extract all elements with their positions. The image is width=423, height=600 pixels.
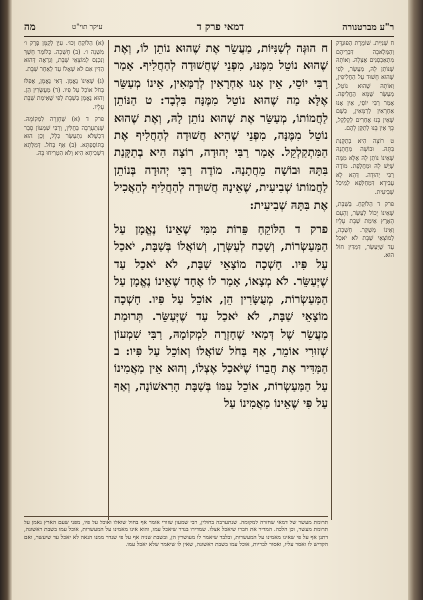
commentary-title: עיקר תוי"ט xyxy=(72,23,103,31)
book-page xyxy=(12,0,408,600)
column-divider xyxy=(108,40,109,520)
mishnah-text xyxy=(114,40,328,520)
commentary-paragraph: (א) הַלּוֹקֵחַ וְכוּ׳. עִיֵּן לְקַמָּן פֶּרֶק ו׳ מִשְׁנָה ו׳. (ב) חָשְׁכָה. כְּלוֹמַר חָשַׁךְ וְנִכְנַס לְמוֹצָאֵי שַׁבָּת, וְנִרְאֶה דְּהוּא הַדִּין אִם לֹא שְׁאָלוֹ עַד לְאַחַר שַׁבָּת. xyxy=(24,40,104,73)
mishnah-paragraph: ח הוּגְּה לְשַׁנִּיּוֹת, מַעֲשֵׂר אֶת שֶׁהוּא נוֹתֵן לוֹ, וְאֶת שֶׁהוּא נוֹטֵל מִמֶּנּוּ, מִפְּנֵי שֶׁחֲשׁוּדָה לְהַחֲלִיף. אָמַר רַבִּי יוֹסֵי, אֵין אָנוּ אַחְרָאִין לְרַמָּאִין, אֵינוֹ מְעַשֵּׂר אֶלָּא מַה שֶׁהוּא נוֹטֵל מִמֶּנָּה בִּלְבָד: ט הַנּוֹתֵן לַחֲמוֹתוֹ, מְעַשֵּׂר אֶת שֶׁהוּא נוֹתֵן לָהּ, וְאֶת שֶׁהוּא נוֹטֵל מִמֶּנָּה, מִפְּנֵי שֶׁהִיא חֲשׁוּדָה לְהַחֲלִיף אֶת הַמִּתְקַלְקֵל. אָמַר רַבִּי יְהוּדָה, רוֹצָה הִיא בְתַקָּנַת בִּתָּהּ וּבוֹשָׁה מֵחֲתָנָהּ. מוֹדֶה רַבִּי יְהוּדָה בְּנוֹתֵן לַחֲמוֹתוֹ שְׁבִיעִית, שֶׁאֵינָהּ חֲשׁוּדָה לְהַחֲלִיף לְהַאֲכִיל אֶת בִּתָּהּ שְׁבִיעִית: xyxy=(114,41,328,212)
mishnah-paragraph: פרק ד הַלּוֹקֵחַ פֵּרוֹת מִמִּי שֶׁאֵינוֹ נֶאֱמָן עַל הַמַּעַשְׂרוֹת, וְשָׁכַח לְעַשְּׂרָן, וְשׁוֹאֲלוֹ בְּשַׁבָּת, יֹאכַל עַל פִּיו. חָשְׁכָה מוֹצָאֵי שַׁבָּת, לֹא יֹאכַל עַד שֶׁיְּעַשֵּׂר. לֹא מְצָאוֹ, אָמַר לוֹ אֶחָד שֶׁאֵינוֹ נֶאֱמָן עַל הַמַּעַשְׂרוֹת, מְעֻשָּׂרִין הֵן, אוֹכֵל עַל פִּיו. חָשְׁכָה מוֹצָאֵי שַׁבָּת, לֹא יֹאכַל עַד שֶׁיְּעַשֵּׂר. תְּרוּמַת מַעֲשֵׂר שֶׁל דְּמַאי שֶׁחָזְרָה לִמְקוֹמָהּ, רַבִּי שִׁמְעוֹן שְׁזוּרִי אוֹמֵר, אַף בַּחֹל שׁוֹאֲלוֹ וְאוֹכֵל עַל פִּיו: ב הַמַּדִּיר אֶת חֲבֵרוֹ שֶׁיֹּאכַל אֶצְלוֹ, וְהוּא אֵין מַאֲמִינוֹ עַל הַמַּעַשְׂרוֹת, אוֹכֵל עִמּוֹ בְּשַׁבָּת הָרִאשׁוֹנָה, וְאַף עַל פִּי שֶׁאֵינוֹ מַאֲמִינוֹ עַל xyxy=(114,222,328,411)
chapter-heading: דמאי פרק ד xyxy=(196,22,244,33)
footer-commentary: תרומת מעשר של דמאי שחזרה למקומה. שנתערבה בחולין, רבי שמעון שזורי אומר אף בחול שואלו ואוכל על פיו, מפני שעם הארץ נאמן על תרומת מעשר, וכן הלכה. המדיר את חברו שיאכל אצלו. שמדירו בנדר שיאכל עמו, והוא אינו מאמינו על המעשרות, אוכל עמו בשבת ראשונה, דתנן אף על פי שאינו מאמינו על המעשרות, ובלבד שיאמר לו מעושרין הן, ובשבת שניה אף על פי שנדר ממנו הנאה לא יאכל עד שיעשר, ואם הקדיש לו ואסר עליו, ואסור לבריות, אוכל עמו בשבת ראשונה, שאין לו שיאמר שלא יאכל עמו. xyxy=(24,520,328,549)
running-head xyxy=(24,22,394,36)
right-commentary-column xyxy=(336,40,394,560)
footer-divider xyxy=(24,516,328,517)
commentary-paragraph: ט רוֹצָה הִיא בְתַקָּנַת בִּתָּהּ. וּבוֹשָׁה מֵחֲתָנָהּ שֶׁאֵינוֹ נוֹתֵן לָהּ אֶלָּא מִמֶּה שֶׁיֵּשׁ לָהּ וּמַחֲלֶפֶת. מוֹדֶה רַבִּי יְהוּדָה. דְּהָא לָא עֲבִידָא דִּמְחַלְּפָא לְמֵיכַל שְׁבִיעִית. xyxy=(336,137,394,196)
column-divider xyxy=(331,40,332,520)
book-edge xyxy=(0,0,12,600)
commentary-paragraph: (ג) שֶׁאֵינוֹ נֶאֱמָן. דְּאִי נֶאֱמָן, אֲפִלּוּ בַּחֹל אוֹכֵל עַל פִּיו. (ד) מְעֻשָּׂרִין הֵן. וְהוּא נֶאֱמָן בְּשַׁבָּת לְפִי שֶׁאֵימַת שַׁבָּת עָלָיו. xyxy=(24,78,104,111)
page-gutter xyxy=(408,0,423,600)
commentary-paragraph: ח שֵׁנִיִּית. שׁוֹמֶרֶת הַפּוּנְדָּק וְהַמְּלַאכָה דִּבְרֵיהֶם מִתְאַכְסְנִים אֶצְלָהּ. וְאוֹתָהּ שֶׁנּוֹתֵן לָהּ, מַעֲשֵׂר, לְפִי שֶׁהוּא חָשׁוּד עַל הַחֲלִיפִין, וְאוֹתָהּ שֶׁהוּא נוֹטֵל, מְעַשֵּׂר שֶׁמָּא הֶחֱלִיפָה. אָמַר רַבִּי יוֹסֵי, אֵין אָנוּ אַחְרָאִין לְרַמָּאִין, כְּשֶׁם שֶׁאֵין בָּנוּ אֲחֵרִים לְקַלְקֵל, כָּךְ אֵין בָּנוּ לְתַקֵּן לָהֶם. xyxy=(336,40,394,132)
header-divider xyxy=(24,36,394,37)
commentator-title: ר"ע מברטנורה xyxy=(342,23,394,33)
left-commentary-column xyxy=(24,40,104,520)
page-number: מה xyxy=(24,22,36,33)
commentary-paragraph: פרק ד הַלּוֹקֵחַ. בְּשַׁבָּת, שֶׁאֵינוֹ יָכוֹל לְעַשֵּׂר, וְהָעָם הָאָרֶץ אֵימַת שַׁבָּת עָלָיו וְאֵינוֹ מְשַׁקֵּר. חָשְׁכָה, לְמוֹצָאֵי שַׁבָּת לֹא יֹאכַל עַד שֶׁיְּעַשֵּׂר, דִּמְדִּין חוֹל הוּא. xyxy=(336,201,394,259)
commentary-paragraph: פרק ד (א) שֶׁחָזְרָה לִמְקוֹמָהּ. שֶׁנִּתְעָרְבָה בַּחֻלִּין, וְרַבִּי שִׁמְעוֹן סָבַר דִּכְשֶׁלֹּא נִתְעַשֵּׂר כְּלָל, וְכֵן הוּא בַּתּוֹסֶפְתָּא. (ב) אַף בַּחֹל. דְּמִלְּתָא דִּשְׁכִיחָא הִיא וְלֹא הִטְרִיחוּ בָּהּ. xyxy=(24,116,104,157)
